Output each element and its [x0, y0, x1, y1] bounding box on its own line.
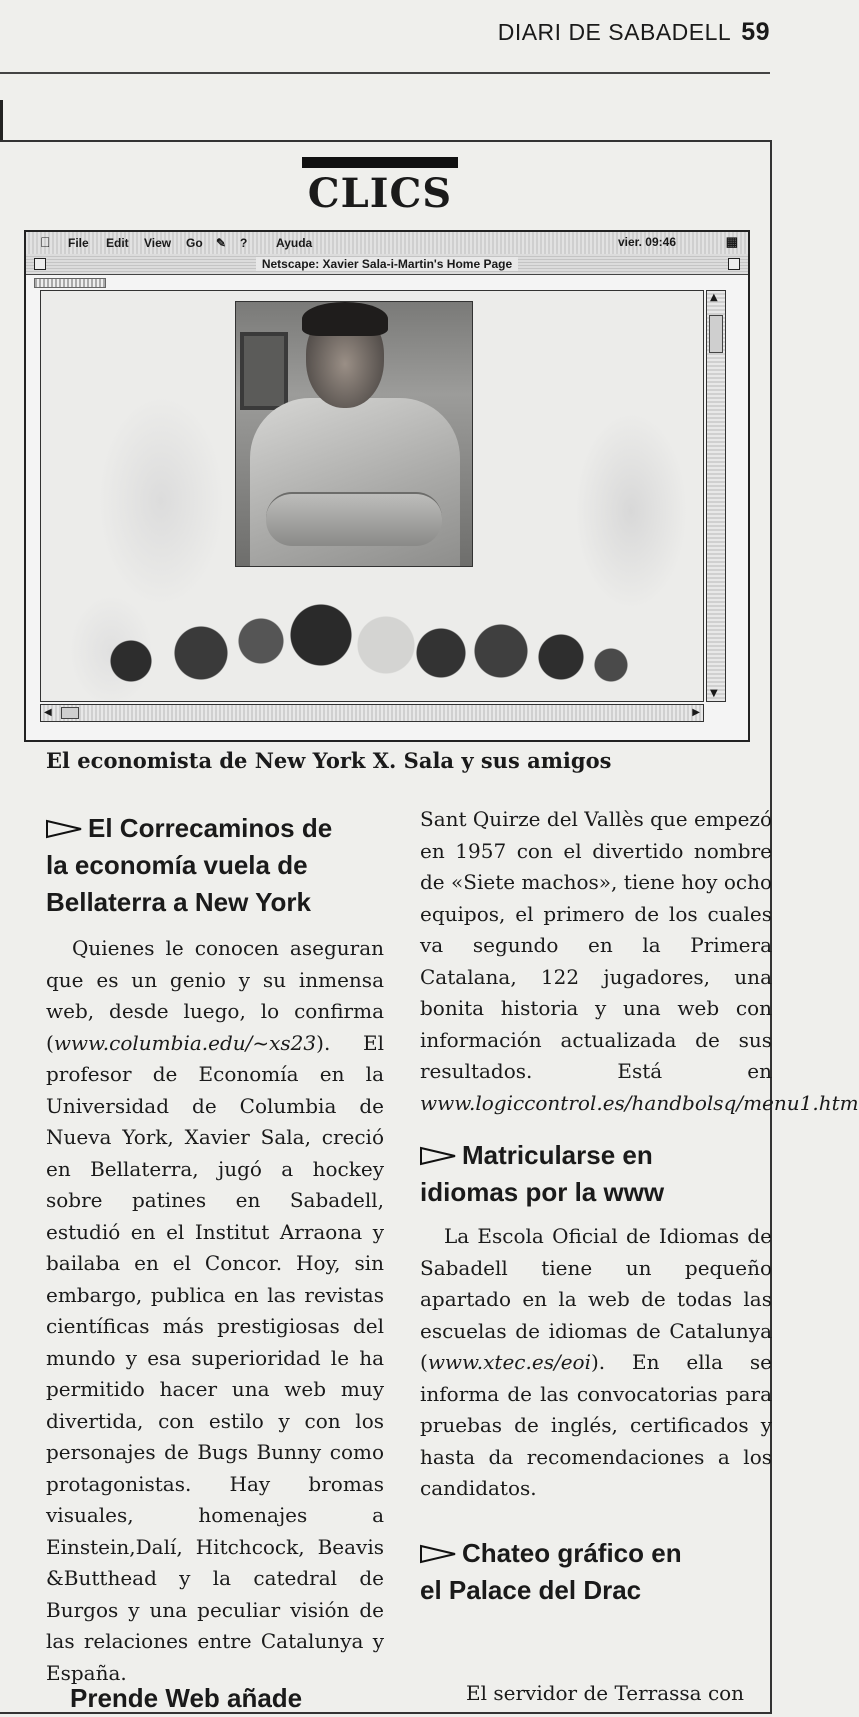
hscroll-thumb [61, 707, 79, 719]
section-title: CLICS [307, 170, 453, 217]
margin-mark [0, 100, 3, 140]
headline-correcaminos: El Correcaminos de la economía vuela de Bellaterra a New York [46, 813, 333, 917]
scroll-down-icon: ▼ [710, 688, 718, 699]
publication-name: DIARI DE SABADELL [497, 19, 732, 45]
photo-caption: El economista de New York X. Sala y sus amigos [46, 748, 612, 773]
scroll-right-icon: ▶ [692, 707, 700, 718]
cartoon-characters [101, 595, 631, 687]
menu-file: File [68, 236, 89, 250]
portrait-hair [302, 302, 388, 336]
scroll-up-icon: ▲ [710, 292, 718, 303]
toolbar-strip [34, 278, 106, 288]
url-link: www.xtec.es/eoi [427, 1350, 591, 1374]
scroll-left-icon: ◀ [44, 707, 52, 718]
article-body-cutoff: El servidor de Terrassa con [466, 1681, 745, 1705]
zoom-box-icon [728, 258, 740, 270]
headline-cutoff: Prende Web añade [70, 1683, 303, 1713]
scroll-thumb [709, 315, 723, 353]
article-body-continued: Sant Quirze del Vallès que empezó en 1957 con el divertido nombre de «Siete machos», tiene hoy ocho equipos, el primero de los cuales va segundo en la Primera Catalana, 122 jugadores, una bonita historia y una web con información actualizada de sus resultados. Está en www.logiccontrol.es/handbolsq/menu1.htm [420, 807, 859, 1115]
url-link: www.columbia.edu/~xs23 [53, 1030, 317, 1055]
article-body: La Escola Oficial de Idiomas de Sabadell tiene un pequeño apartado en la web de todas las escuelas de idiomas de Catalunya (www.xtec.es/eoi). En ella se informa de las convocatorias para pruebas de inglés, certificados y hasta da recomendaciones a los candidatos. [420, 1224, 772, 1500]
arrow-bullet-icon [420, 1147, 456, 1165]
window-titlebar [26, 254, 748, 275]
header-rule [0, 72, 770, 74]
menu-ayuda: Ayuda [276, 236, 313, 250]
app-switcher-icon: ▦ [725, 234, 738, 249]
portrait-photo [235, 301, 473, 567]
menu-go: Go [186, 236, 203, 250]
menubar-clock: vier. 09:46 [617, 235, 676, 249]
headline-matricularse: Matricularse en idiomas por la www [420, 1140, 665, 1207]
webpage-content [40, 290, 704, 702]
browser-screenshot [24, 230, 750, 742]
url-link: www.logiccontrol.es/handbolsq/menu1.htm [420, 1090, 859, 1115]
help-icon: ? [240, 236, 248, 250]
mac-menubar [26, 232, 748, 255]
horizontal-scrollbar [40, 704, 704, 722]
window-title: Netscape: Xavier Sala-i-Martin's Home Page [256, 257, 518, 271]
article-body: Quienes le conocen aseguran que es un genio y su inmensa web, desde luego, lo confirma (www.columbia.edu/~xs23). El profesor de Economía en la Universidad de Columbia de Nueva York, Xavier Sala, creció en Bellaterra, jugó a hockey sobre patines en Sabadell, estudió en el Institut Arraona y bailaba en el Concor. Hoy, sin embargo, publica en las revistas científicas más prestigiosas del mundo y esa superioridad le ha permitido hacer una web muy divertida, con estilo y con los personajes de Bugs Bunny como protagonistas. Hay bromas visuales, homenajes a Einstein,Dalí, Hitchcock, Beavis &Butthead y la catedral de Burgos y una peculiar visión de las relaciones entre Catalunya y España. [46, 936, 384, 1685]
portrait-arms [266, 492, 442, 546]
running-header [498, 18, 770, 47]
arrow-bullet-icon [420, 1545, 456, 1563]
pencil-icon: ✎ [216, 236, 227, 250]
article-right-column [420, 804, 859, 1609]
menu-view: View [144, 236, 172, 250]
vertical-scrollbar [706, 290, 726, 702]
background-window [240, 332, 288, 410]
menu-edit: Edit [106, 236, 129, 250]
close-box-icon [34, 258, 46, 270]
arrow-bullet-icon [46, 820, 82, 838]
section-bar [302, 157, 458, 168]
page-number: 59 [741, 18, 770, 46]
apple-icon [40, 234, 51, 250]
headline-chateo: Chateo gráfico en el Palace del Drac [420, 1537, 682, 1605]
article-left-column [46, 810, 384, 1689]
